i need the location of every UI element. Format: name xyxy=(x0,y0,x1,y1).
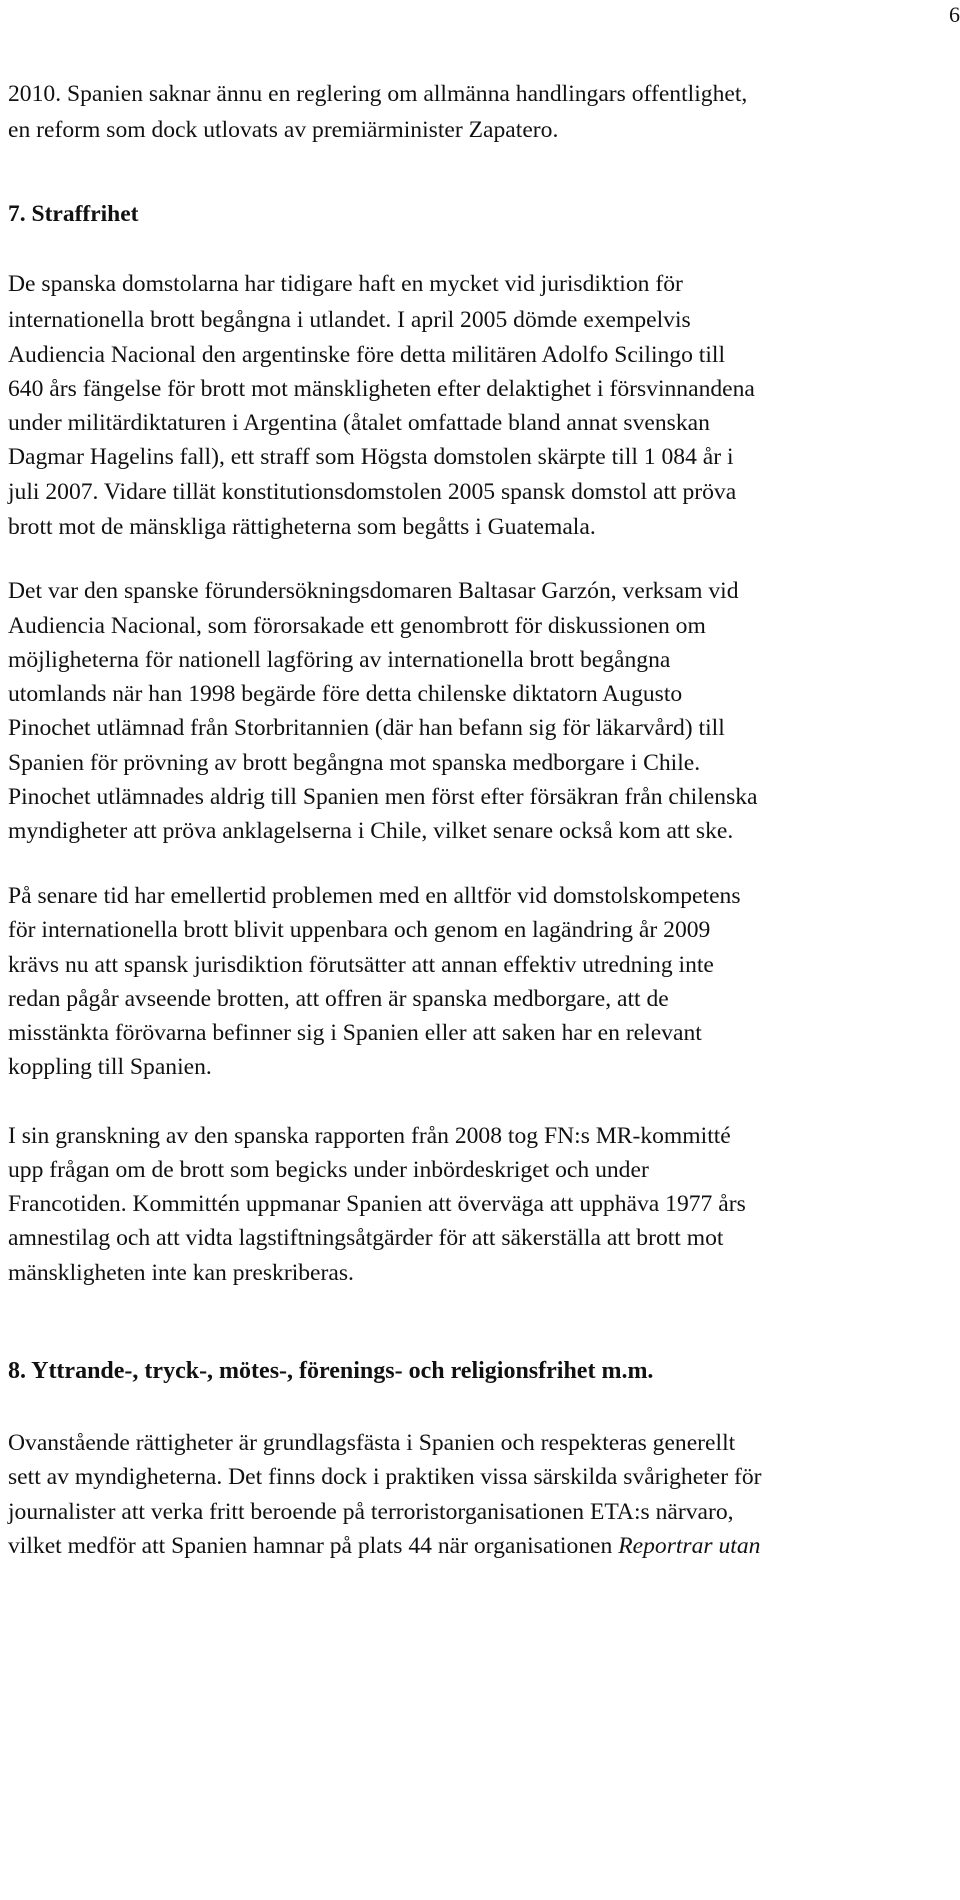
paragraph-line: redan pågår avseende brotten, att offren är spanska medborgare, att de xyxy=(8,986,669,1012)
paragraph-line: På senare tid har emellertid problemen med en alltför vid domstolskompetens xyxy=(8,883,741,909)
paragraph-line: Ovanstående rättigheter är grundlagsfästa i Spanien och respekteras generellt xyxy=(8,1430,736,1456)
paragraph-line: Dagmar Hagelins fall), ett straff som Högsta domstolen skärpte till 1 084 år i xyxy=(8,444,734,470)
paragraph-line: Pinochet utlämnad från Storbritannien (där han befann sig för läkarvård) till xyxy=(8,715,725,741)
paragraph-line: myndigheter att pröva anklagelserna i Chile, vilket senare också kom att ske. xyxy=(8,818,734,844)
paragraph-line: utomlands när han 1998 begärde före detta chilenske diktatorn Augusto xyxy=(8,681,683,707)
paragraph-line: mänskligheten inte kan preskriberas. xyxy=(8,1260,354,1286)
paragraph-line: juli 2007. Vidare tillät konstitutionsdomstolen 2005 spansk domstol att pröva xyxy=(8,479,737,505)
paragraph-line: 2010. Spanien saknar ännu en reglering om allmänna handlingars offentlighet, xyxy=(8,81,748,107)
paragraph-line: misstänkta förövarna befinner sig i Spanien eller att saken har en relevant xyxy=(8,1020,702,1046)
paragraph-line: koppling till Spanien. xyxy=(8,1054,212,1080)
paragraph-line: De spanska domstolarna har tidigare haft en mycket vid jurisdiktion för xyxy=(8,271,683,297)
paragraph-line xyxy=(8,1531,760,1561)
paragraph-line: sett av myndigheterna. Det finns dock i praktiken vissa särskilda svårigheter för xyxy=(8,1464,762,1490)
paragraph-line: brott mot de mänskliga rättigheterna som begåtts i Guatemala. xyxy=(8,514,596,540)
paragraph-line: under militärdiktaturen i Argentina (åtalet omfattade bland annat svenskan xyxy=(8,410,710,436)
paragraph-line: en reform som dock utlovats av premiärminister Zapatero. xyxy=(8,117,559,143)
paragraph-line: Pinochet utlämnades aldrig till Spanien men först efter försäkran från chilenska xyxy=(8,784,758,810)
paragraph-line: för internationella brott blivit uppenbara och genom en lagändring år 2009 xyxy=(8,917,711,943)
paragraph-line: I sin granskning av den spanska rapporten från 2008 tog FN:s MR-kommitté xyxy=(8,1123,731,1149)
section-heading: 8. Yttrande-, tryck-, mötes-, förenings- och religionsfrihet m.m. xyxy=(8,1358,654,1384)
section-heading: 7. Straffrihet xyxy=(8,201,139,227)
paragraph-line: 640 års fängelse för brott mot mänskligheten efter delaktighet i försvinnandena xyxy=(8,376,755,402)
paragraph-line: Francotiden. Kommittén uppmanar Spanien att överväga att upphäva 1977 års xyxy=(8,1191,746,1217)
paragraph-line: upp frågan om de brott som begicks under inbördeskriget och under xyxy=(8,1157,649,1183)
paragraph-text: vilket medför att Spanien hamnar på plats 44 när organisationen xyxy=(8,1533,619,1559)
paragraph-line: Spanien för prövning av brott begångna mot spanska medborgare i Chile. xyxy=(8,750,701,776)
paragraph-line: möjligheterna för nationell lagföring av internationella brott begångna xyxy=(8,647,671,673)
page-number: 6 xyxy=(949,2,960,27)
paragraph-line: krävs nu att spansk jurisdiktion förutsätter att annan effektiv utredning inte xyxy=(8,952,714,978)
paragraph-line: journalister att verka fritt beroende på terroristorganisationen ETA:s närvaro, xyxy=(8,1499,734,1525)
paragraph-line: amnestilag och att vidta lagstiftningsåtgärder för att säkerställa att brott mot xyxy=(8,1225,724,1251)
paragraph-line: Det var den spanske förundersökningsdomaren Baltasar Garzón, verksam vid xyxy=(8,578,739,604)
italic-org-name: Reportrar utan xyxy=(618,1533,761,1559)
paragraph-line: Audiencia Nacional den argentinske före detta militären Adolfo Scilingo till xyxy=(8,342,726,368)
paragraph-line: internationella brott begångna i utlandet. I april 2005 dömde exempelvis xyxy=(8,307,691,333)
paragraph-line: Audiencia Nacional, som förorsakade ett genombrott för diskussionen om xyxy=(8,613,706,639)
